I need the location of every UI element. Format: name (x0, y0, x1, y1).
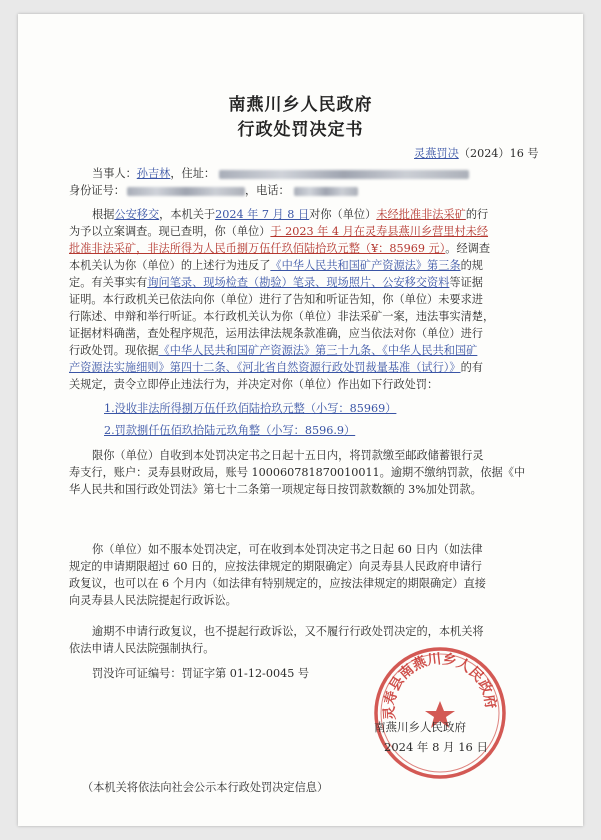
para3-line1: 你（单位）如不服本处罚决定，可在收到本处罚决定书之日起 60 日内（如法律 (92, 543, 483, 556)
para1-line2: 为予以立案调查。现已查明，你（单位）于 2023 年 4 月在灵寿县燕川乡营里村未经 (69, 225, 489, 238)
violation-facts: 于 2023 年 4 月在灵寿县燕川乡营里村未经 (270, 225, 489, 238)
filing-date: 2024 年 7 月 8 日 (215, 208, 310, 221)
redacted-address (219, 170, 469, 179)
document-number-prefix: 灵燕罚决 (414, 147, 459, 160)
para1-line10: 产资源法实施细则》第四十二条、《河北省自然资源行政处罚裁量基准（试行）》的有 (69, 361, 483, 374)
para1-line9: 行政处罚。现依据《中华人民共和国矿产资源法》第三十九条、《中华人民共和国矿 (69, 344, 478, 357)
party-line (92, 166, 469, 181)
para2-line1: 限你（单位）自收到本处罚决定书之日起十五日内，将罚款缴至邮政储蓄银行灵 (92, 449, 484, 462)
id-label: 身份证号： (69, 184, 125, 197)
legal-basis: 《中华人民共和国矿产资源法》第三十九条、《中华人民共和国矿 (158, 344, 478, 357)
penalty-item-1: 1.没收非法所得捌万伍仟玖佰陆拾玖元整（小写：85969） (104, 402, 397, 415)
para1-line3: 批准非法采矿，非法所得为人民币捌万伍仟玖佰陆拾玖元整（¥：85969 元）。经调查 (69, 242, 491, 255)
penalty-item-2: 2.罚款捌仟伍佰玖拾陆元玖角整（小写：8596.9） (104, 424, 356, 437)
para2-line3: 华人民共和国行政处罚法》第七十二条第一项规定每日按罚款数额的 3%加处罚款。 (69, 483, 482, 496)
para2-line2: 寿支行，账户：灵寿县财政局，账号 100060781870010011。逾期不缴纳罚款，依据《中 (69, 466, 526, 479)
address-label: ，住址： (170, 167, 216, 180)
issuer-title: 南燕川乡人民政府 (228, 95, 373, 115)
violated-law: 《中华人民共和国矿产资源法》第三条 (270, 259, 461, 272)
id-line (69, 183, 358, 198)
document-number-suffix: （2024）16 号 (458, 147, 539, 160)
para1-line4: 本机关认为你（单位）的上述行为违反了《中华人民共和国矿产资源法》第三条的规 (69, 259, 483, 272)
phone-label: ，电话： (244, 184, 290, 197)
para1-line7: 行陈述、申辩和举行听证。本行政机关认为你（单位）非法采矿一案，违法事实清楚， (69, 310, 495, 323)
redacted-id-number (127, 187, 245, 196)
redacted-phone (294, 187, 358, 196)
license-number: 罚没许可证编号：罚证字第 01-12-0045 号 (92, 667, 310, 680)
document-number (414, 146, 539, 161)
violation-name: 未经批准非法采矿 (376, 208, 466, 221)
party-label: 当事人： (92, 167, 137, 180)
para1-line11: 关规定，责令立即停止违法行为，并决定对你（单位）作出如下行政处罚： (69, 378, 439, 391)
para3-line3: 政复议，也可以在 6 个月内（如法律有特别规定的，应按法律规定的期限确定）直接 (69, 577, 486, 590)
para1-line8: 证据材料确凿，查处程序规范，运用法律法规条款准确，应当依法对你（单位）进行 (69, 327, 483, 340)
case-source: 公安移交 (114, 208, 160, 221)
para4-line2: 依法申请人民法院强制执行。 (69, 642, 215, 655)
para4-line1: 逾期不申请行政复议，也不提起行政诉讼，又不履行行政处罚决定的，本机关将 (92, 625, 484, 638)
party-name: 孙吉林 (136, 167, 171, 180)
para1-line6: 证明。本行政机关已依法向你（单位）进行了告知和听证告知，你（单位）未要求进 (69, 293, 483, 306)
seal-text: 灵寿县南燕川乡人民政府 (381, 651, 499, 721)
para3-line2: 规定的申请期限超过 60 日的，应按法律规定的期限确定）向灵寿县人民政府申请行 (69, 560, 482, 573)
illegal-income: 批准非法采矿，非法所得为人民币捌万伍仟玖佰陆拾玖元整（¥：85969 元） (69, 242, 446, 255)
legal-basis-cont: 产资源法实施细则》第四十二条、《河北省自然资源行政处罚裁量基准（试行）》 (69, 361, 461, 374)
publication-notice: （本机关将依法向社会公示本行政处罚决定信息） (82, 781, 329, 794)
para1-line1: 根据公安移交，本机关于2024 年 7 月 8 日对你（单位）未经批准非法采矿的行 (92, 208, 489, 221)
evidence-list: 询问笔录、现场检查（勘验）笔录、现场照片、公安移交资料 (147, 276, 450, 289)
signing-organization: 南燕川乡人民政府 (374, 720, 466, 734)
document-title: 行政处罚决定书 (237, 120, 364, 140)
para3-line4: 向灵寿县人民法院提起行政诉讼。 (69, 594, 237, 607)
official-seal (372, 645, 508, 781)
signing-date: 2024 年 8 月 16 日 (384, 740, 488, 754)
para1-line5: 定。有关事实有询问笔录、现场检查（勘验）笔录、现场照片、公安移交资料等证据 (69, 276, 483, 289)
